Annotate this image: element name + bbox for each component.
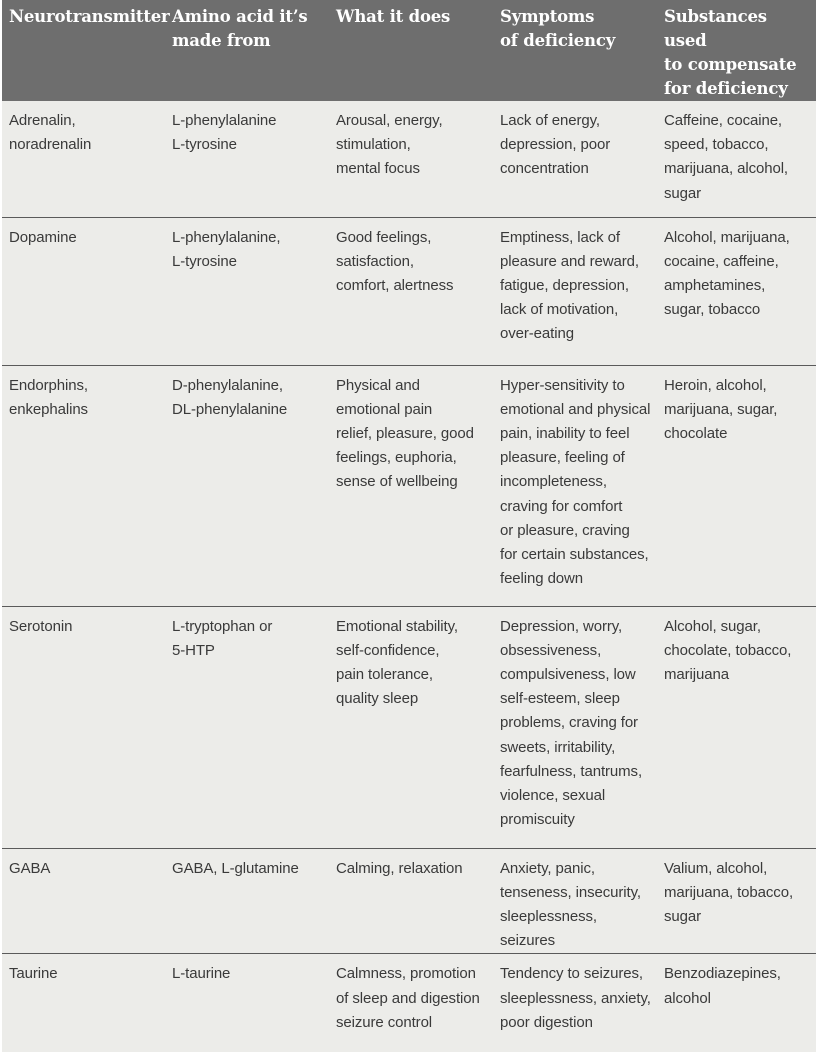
- cell-what-it-does: Calming, relaxation: [329, 848, 493, 954]
- cell-amino-acid: D-phenylalanine, DL-phenylalanine: [165, 365, 329, 606]
- cell-substances: Alcohol, marijuana, cocaine, caffeine, amphetamines, sugar, tobacco: [657, 217, 816, 365]
- cell-what-it-does: Arousal, energy, stimulation, mental focus: [329, 101, 493, 217]
- cell-symptoms: Lack of energy, depression, poor concentration: [493, 101, 657, 217]
- header-symptoms: Symptoms of deficiency: [493, 0, 657, 101]
- cell-symptoms: Emptiness, lack of pleasure and reward, fatigue, depression, lack of motivation, over-eating: [493, 217, 657, 365]
- neurotransmitter-table: [2, 0, 816, 1052]
- cell-substances: Caffeine, cocaine, speed, tobacco, marijuana, alcohol, sugar: [657, 101, 816, 217]
- cell-neurotransmitter: Endorphins, enkephalins: [2, 365, 165, 606]
- header-neurotransmitter: Neurotransmitter: [2, 0, 165, 101]
- cell-what-it-does: Calmness, promotion of sleep and digestion seizure control: [336, 965, 480, 1031]
- cell-what-it-does: Emotional stability, self-confidence, pain tolerance, quality sleep: [329, 606, 493, 848]
- table-row: [2, 217, 816, 365]
- cell-substances: Alcohol, sugar, chocolate, tobacco, marijuana: [657, 606, 816, 848]
- cell-symptoms: Hyper-sensitivity to emotional and physical pain, inability to feel pleasure, feeling of incompleteness, craving for comfort or pleasure, craving for certain substances, feeling down: [493, 365, 657, 606]
- cell-neurotransmitter: Serotonin: [2, 606, 165, 848]
- cell-symptoms: Anxiety, panic, tenseness, insecurity, sleeplessness, seizures: [493, 848, 657, 954]
- header-substances: Substances used to compensate for deficiency: [657, 0, 816, 101]
- header-row: [2, 0, 816, 101]
- table-row: [2, 606, 816, 848]
- cell-symptoms: Depression, worry, obsessiveness, compulsiveness, low self-esteem, sleep problems, craving for sweets, irritability, fearfulness, tantrums, violence, sexual promiscuity: [493, 606, 657, 848]
- cell-what-it-does: Physical and emotional pain relief, pleasure, good feelings, euphoria, sense of wellbeing: [329, 365, 493, 606]
- table-row: [2, 954, 816, 1052]
- cell-amino-acid: L-phenylalanine L-tyrosine: [165, 101, 329, 217]
- header-what-it-does: What it does: [329, 0, 493, 101]
- cell-symptoms: Tendency to seizures, sleeplessness, anxiety, poor digestion: [500, 965, 651, 1031]
- cell-amino-acid: L-taurine: [172, 965, 231, 983]
- cell-neurotransmitter: Taurine: [9, 965, 58, 983]
- table-row: [2, 101, 816, 217]
- cell-amino-acid: L-phenylalanine, L-tyrosine: [165, 217, 329, 365]
- cell-amino-acid: GABA, L-glutamine: [165, 848, 329, 954]
- cell-neurotransmitter: GABA: [2, 848, 165, 954]
- cell-amino-acid: L-tryptophan or 5-HTP: [165, 606, 329, 848]
- cell-substances: Benzodiazepines, alcohol: [664, 965, 781, 1007]
- cell-neurotransmitter: Adrenalin, noradrenalin: [2, 101, 165, 217]
- cell-substances: Valium, alcohol, marijuana, tobacco, sugar: [657, 848, 816, 954]
- table-row: [2, 848, 816, 954]
- cell-substances: Heroin, alcohol, marijuana, sugar, chocolate: [657, 365, 816, 606]
- cell-neurotransmitter: Dopamine: [2, 217, 165, 365]
- cell-what-it-does: Good feelings, satisfaction, comfort, alertness: [329, 217, 493, 365]
- table-row: [2, 365, 816, 606]
- header-amino-acid: Amino acid it’s made from: [165, 0, 329, 101]
